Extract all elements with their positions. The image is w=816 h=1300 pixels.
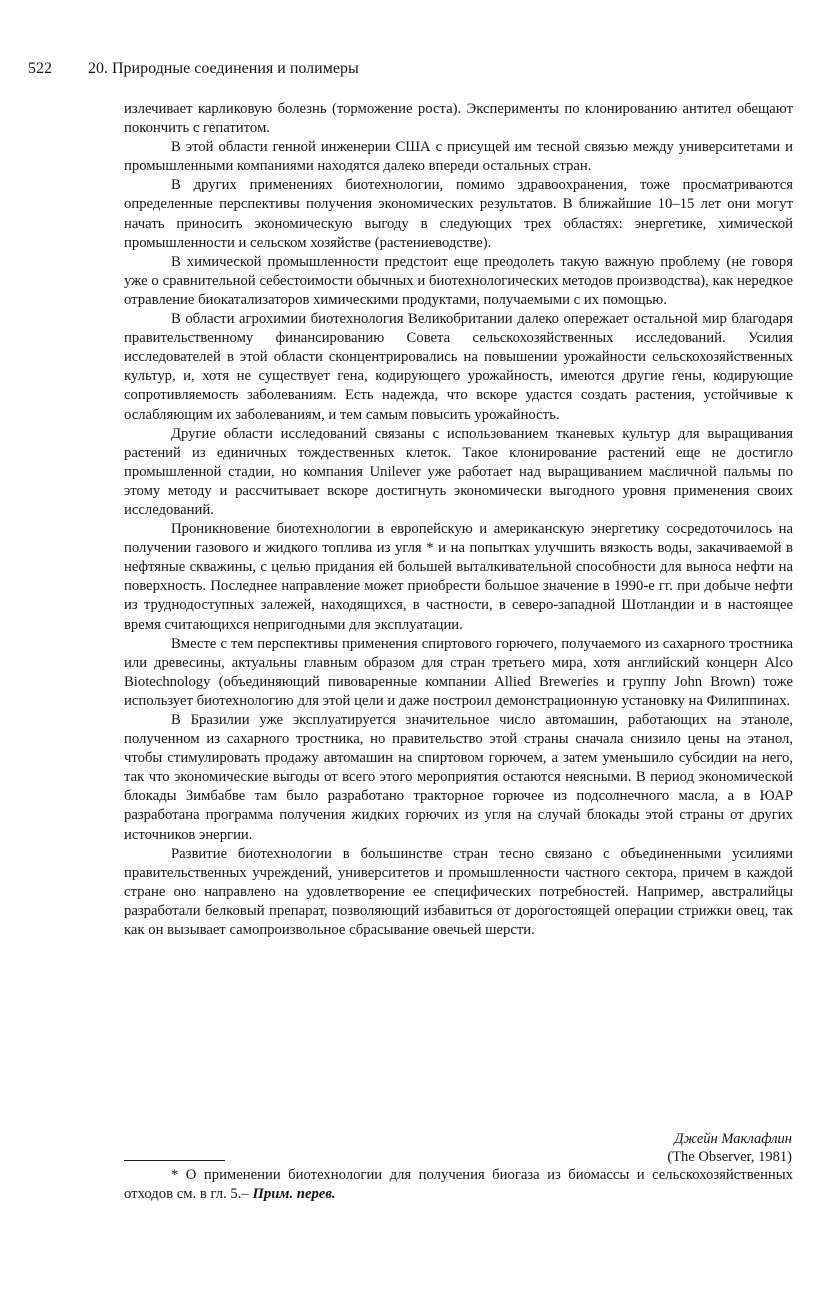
footnote (124, 1166, 793, 1204)
paragraph: В других применениях биотехнологии, помимо здравоохранения, тоже просматриваются определенные перспективы получения экономических результатов. В ближайшие 10–15 лет они могут начать приносить экономическую выгоду в следующих трех областях: энергетике, химической промышленности и сельском хозяйстве (растениеводстве). (124, 177, 793, 251)
paragraph: Проникновение биотехнологии в европейскую и американскую энергетику сосредоточилось на получении газового и жидкого топлива из угля * и на попытках улучшить вязкость воды, закачиваемой в нефтяные скважины, с целью придания ей большей выталкивательной способности для выноса нефти на поверхность. Последнее направление может приобрести большое значение в 1990-е гг. при добыче нефти из труднодоступных залежей, находящихся, в частности, в северо-западной Шотландии и в настоящее время считающихся непригодными для эксплуатации. (124, 521, 793, 633)
paragraph: Вместе с тем перспективы применения спиртового горючего, получаемого из сахарного тростника или древесины, актуальны главным образом для стран третьего мира, хотя английский концерн Alco Biotechnology (объединяющий пивоваренные компании Allied Breweries и группу John Brown) тоже использует биотехнологию для этой цели и даже построил демонстрационную установку на Филиппинах. (124, 635, 793, 709)
paragraph: Развитие биотехнологии в большинстве стран тесно связано с объединенными усилиями правительственных учреждений, университетов и промышленности частного сектора, причем в каждой стране оно направлено на удовлетворение ее специфических потребностей. Например, австралийцы разработали белковый препарат, позволяющий избавиться от дорогостоящей операции стрижки овец, так как он вызывает самопроизвольное сбрасывание овечьей шерсти. (124, 845, 793, 939)
paragraph: В Бразилии уже эксплуатируется значительное число автомашин, работающих на этаноле, полученном из сахарного тростника, но правительство этой страны сначала снизило цены на этанол, чтобы стимулировать продажу автомашин на спиртовом горючем, а затем уменьшило субсидии на него, так что экономические выгоды от всего этого мероприятия остаются неясными. В период экономической блокады Зимбабве там было разработано тракторное горючее из подсолнечного масла, а в ЮАР разработана программа получения жидких горючих из угля на случай блокады этой страны от других источников энергии. (124, 712, 793, 843)
paragraph: В этой области генной инженерии США с присущей им тесной связью между университетами и промышленными компаниями находятся далеко впереди остальных стран. (124, 139, 793, 175)
paragraph: В химической промышленности предстоит еще преодолеть такую важную проблему (не говоря уже о сравнительной себестоимости обычных и биотехнологических методов производства), как нередкое отравление биокатализаторов химическими продуктами, получаемыми с их помощью. (124, 253, 793, 308)
running-head: 20. Природные соединения и полимеры (88, 60, 359, 77)
page-number: 522 (28, 60, 52, 77)
article-signature (667, 1130, 792, 1166)
paragraph: излечивает карликовую болезнь (торможение роста). Эксперименты по клонированию антител обещают покончить с гепатитом. (124, 101, 793, 137)
footnote-text: * О применении биотехнологии для получения биогаза из биомассы и сельскохозяйственных отходов см. в гл. 5.– (124, 1167, 793, 1202)
body-text (124, 100, 793, 940)
translator-note: Прим. перев. (252, 1186, 336, 1202)
paragraph: В области агрохимии биотехнология Великобритании далеко опережает остальной мир благодаря правительственному финансированию Совета сельскохозяйственных исследований. Усилия исследователей в этой области сконцентрировались на повышении урожайности сельскохозяйственных культур, и, хотя не существует гена, кодирующего урожайность, имеются другие гены, кодирующие сопротивляемость заболеваниям. Есть надежда, что вскоре удастся создать растения, устойчивые к ослабляющим их заболеваниям, и тем самым повысить урожайность. (124, 311, 793, 423)
paragraph: Другие области исследований связаны с использованием тканевых культур для выращивания растений из единичных тождественных клеток. Такое клонирование растений еще не достигло промышленной стадии, но компания Unilever уже работает над выращиванием масличной пальмы по этому методу и рассчитывает вскоре достигнуть экономически выгодного уровня применения своих исследований. (124, 425, 793, 518)
signature-author: Джейн Маклафлин (674, 1131, 792, 1147)
footnote-divider (124, 1160, 225, 1161)
signature-source: (The Observer, 1981) (667, 1149, 792, 1165)
